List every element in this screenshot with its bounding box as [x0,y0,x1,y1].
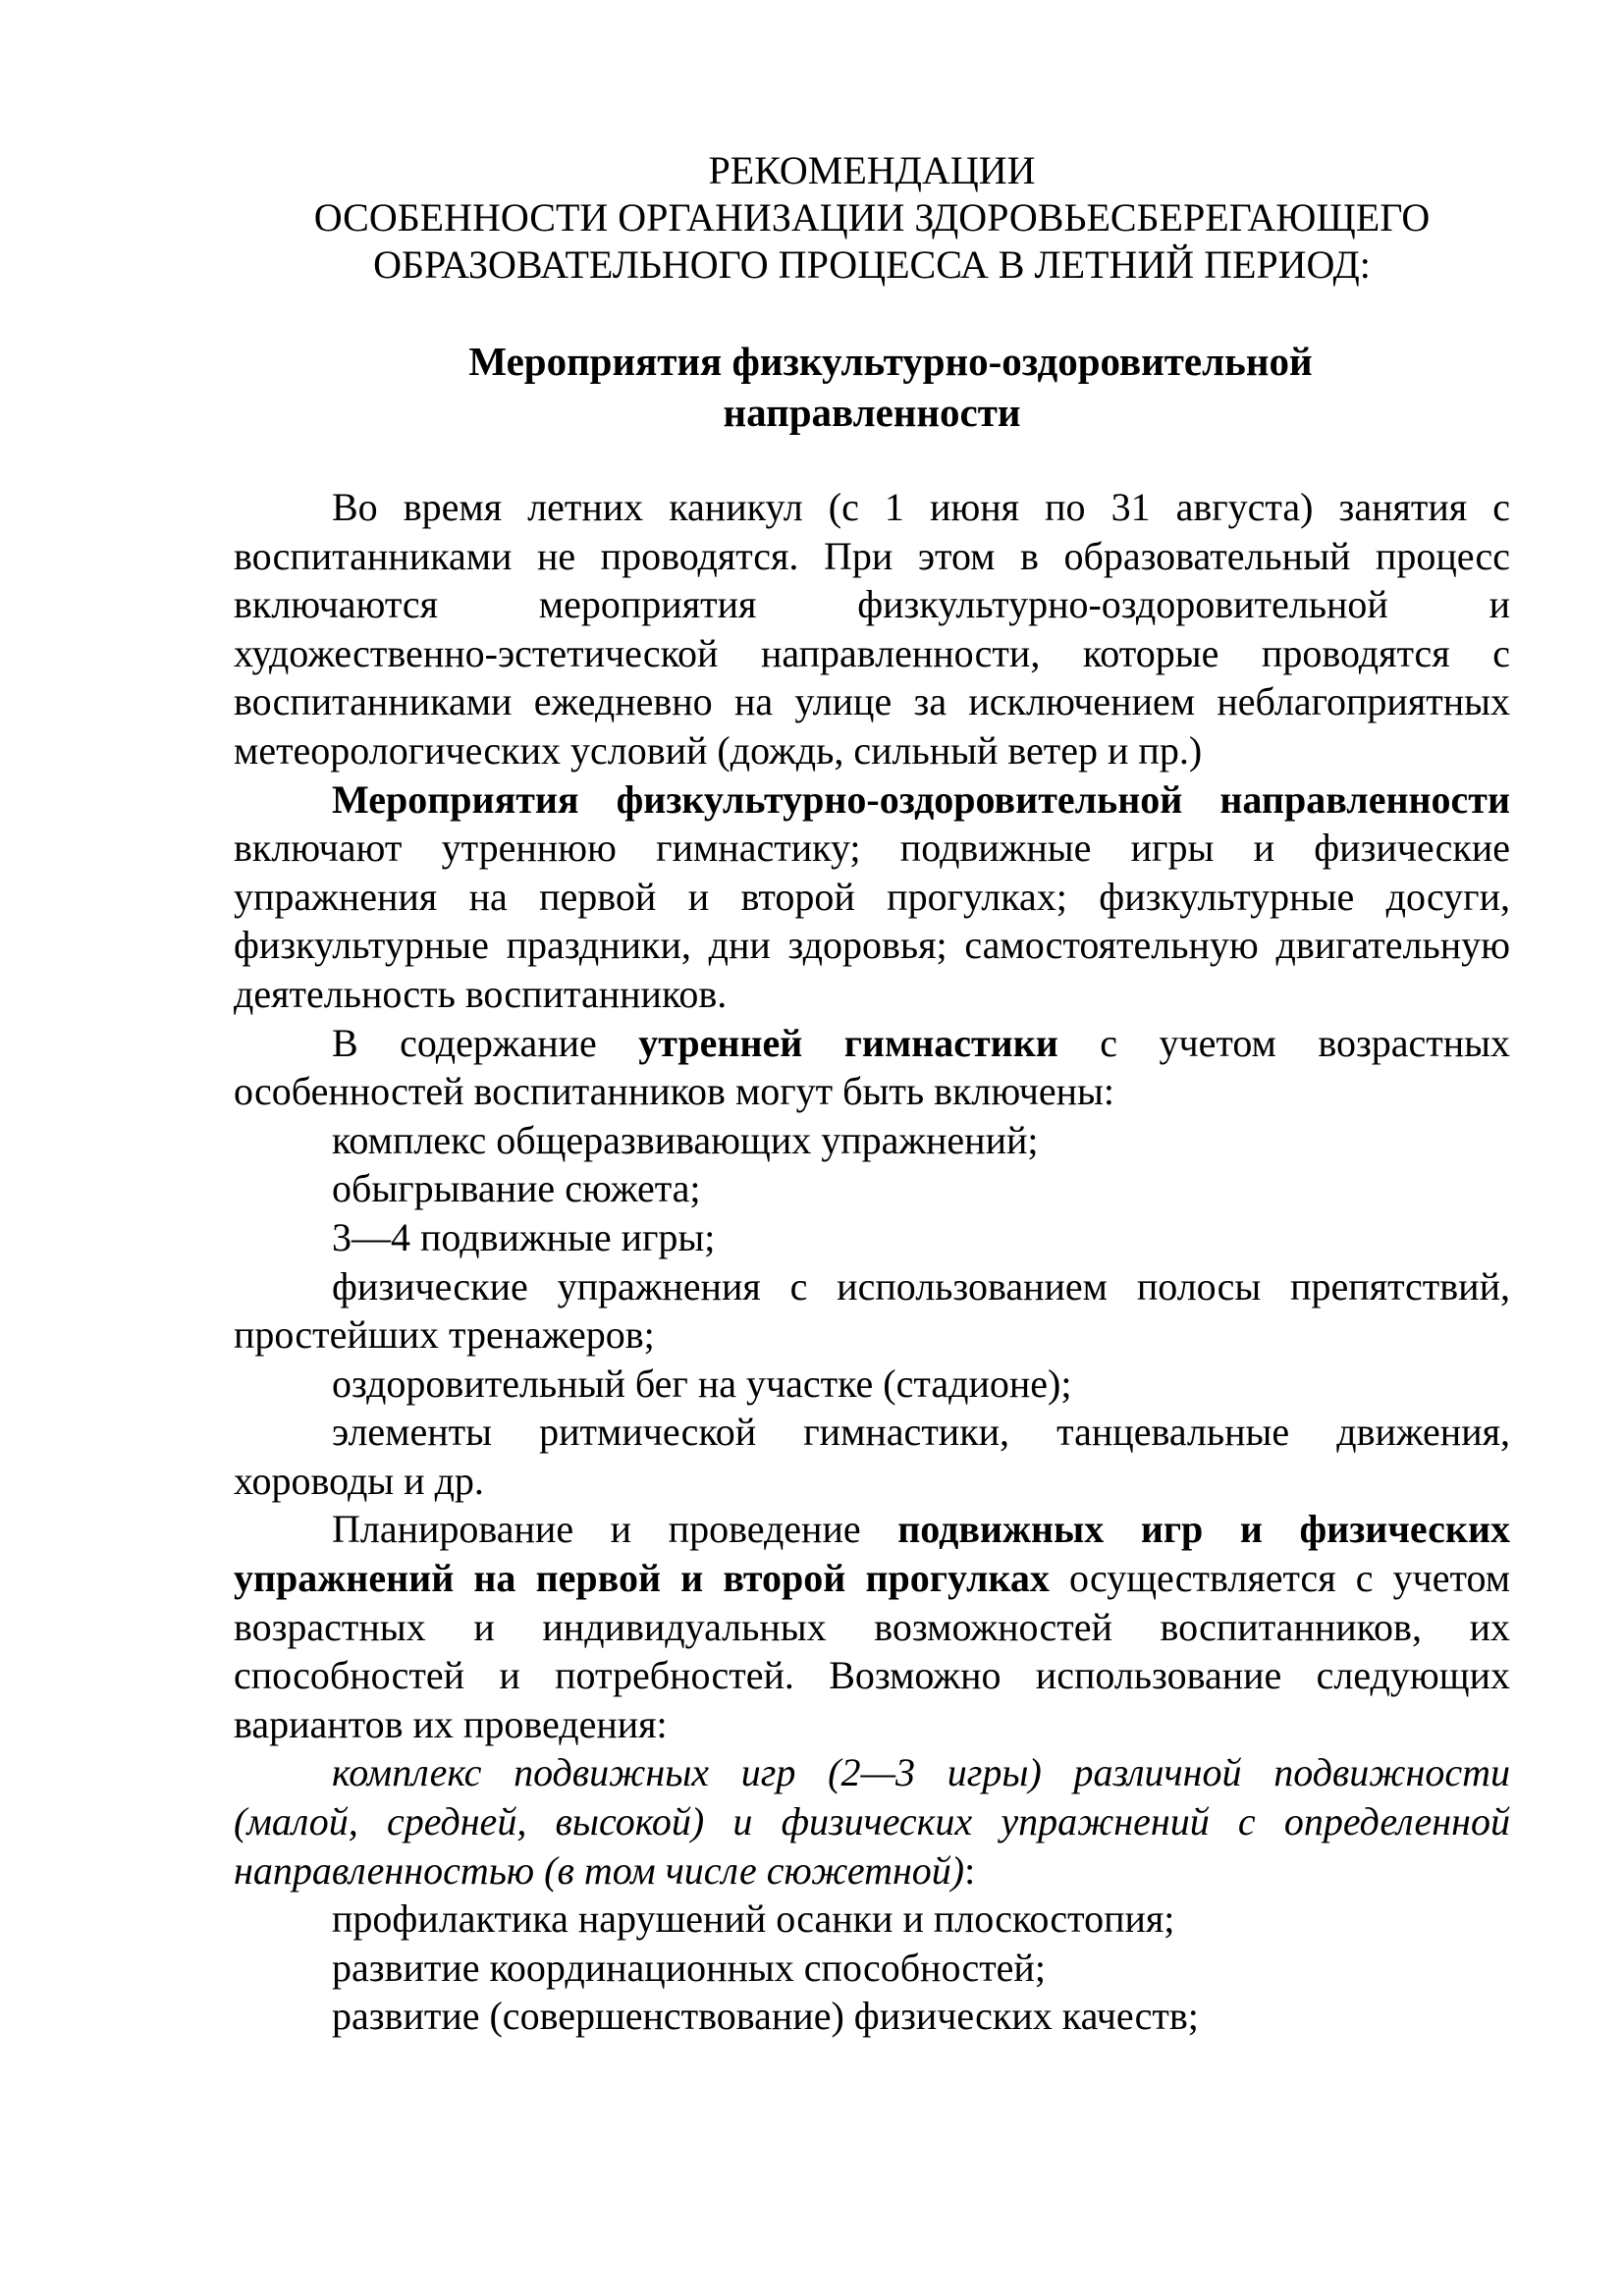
games-complex-colon: : [964,1847,976,1893]
outdoor-games-bold-term: подвижных игр и физических упражнений на первой и второй прогулках [234,1507,1510,1601]
list-item: элементы ритмической гимнастики, танцевальные движения, хороводы и др. [234,1410,1510,1503]
outdoor-games-text: осуществляется с учетом возрастных и индивидуальных возможностей воспитанников, их способностей и потребностей. Возможно использование следующих вариантов их проведения: [234,1556,1511,1746]
morning-gymnastics-bold-term: утренней гимнастики [638,1020,1058,1065]
header-line-3: ОБРАЗОВАТЕЛЬНОГО ПРОЦЕССА В ЛЕТНИЙ ПЕРИОД: [373,242,1371,287]
activities-bold-term: Мероприятия физкультурно-оздоровительной направленности [332,776,1510,822]
paragraph-morning-gymnastics [234,1019,1510,1116]
games-complex-italic: комплекс подвижных игр (2—3 игры) различной подвижности (малой, средней, высокой) и физических упражнений с определенной направленностью (в том числе сюжетной) [234,1750,1510,1893]
list-item: развитие координационных способностей; [332,1945,1046,1990]
section-title-line-2: направленности [723,390,1021,435]
list-item: профилактика нарушений осанки и плоскостопия; [332,1896,1175,1942]
header-line-2: ОСОБЕННОСТИ ОРГАНИЗАЦИИ ЗДОРОВЬЕСБЕРЕГАЮЩЕГО [313,195,1431,240]
list-item: оздоровительный бег на участке (стадионе); [332,1361,1072,1406]
paragraph-games-complex [234,1748,1510,1895]
outdoor-games-intro: Планирование и проведение [332,1507,898,1552]
list-item: обыгрывание сюжета; [332,1166,701,1211]
list-item: развитие (совершенствование) физических качеств; [332,1994,1199,2039]
activities-text: включают утреннюю гимнастику; подвижные игры и физические упражнения на первой и второй прогулках; физкультурные досуги, физкультурные праздники, дни здоровья; самостоятельную двигательную деятельность воспитанников. [234,826,1510,1016]
list-item: комплекс общеразвивающих упражнений; [332,1117,1039,1162]
paragraph-activities [234,775,1510,1019]
list-item: физические упражнения с использованием полосы препятствий, простейших тренажеров; [234,1263,1510,1358]
document-header [234,147,1510,289]
morning-gymnastics-intro: В содержание [332,1020,639,1065]
document-body [234,483,1510,2041]
list-item: 3—4 подвижные игры; [332,1214,716,1259]
paragraph-summer-holidays: Во время летних каникул (с 1 июня по 31 августа) занятия с воспитанниками не проводятся. При этом в образовательный процесс включаются мероприятия физкультурно-оздоровительной и художественно-эстетической направленности, которые проводятся с воспитанниками ежедневно на улице за исключением неблагоприятных метеорологических условий (дождь, сильный ветер и пр.) [234,485,1510,773]
morning-gymnastics-text: с учетом возрастных особенностей воспитанников могут быть включены: [234,1020,1511,1114]
section-title-line-1: Мероприятия физкультурно-оздоровительной [468,339,1313,384]
header-line-1: РЕКОМЕНДАЦИИ [708,148,1036,192]
paragraph-outdoor-games [234,1505,1510,1748]
section-title [234,336,1510,438]
